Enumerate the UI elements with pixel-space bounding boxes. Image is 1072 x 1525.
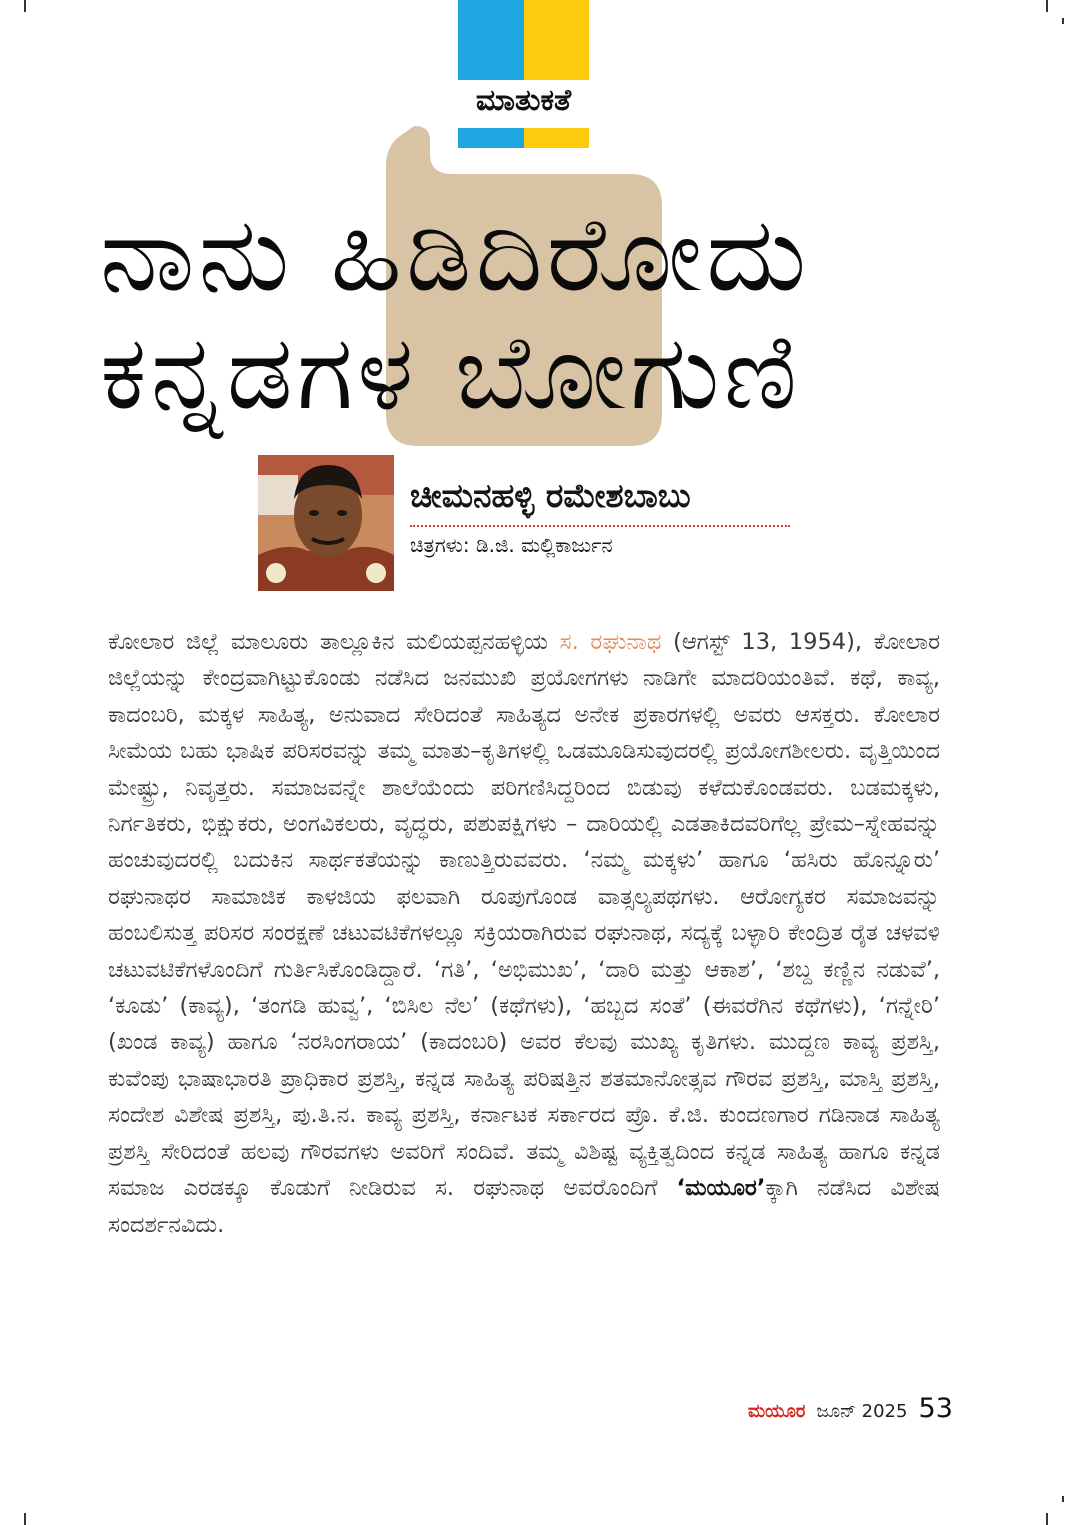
intro-text-3: ಕ್ಕಾಗಿ ನಡೆಸಿದ ವಿಶೇಷ ಸಂದರ್ಶನವಿದು. bbox=[108, 1175, 940, 1238]
crop-mark-top-left bbox=[24, 0, 26, 12]
badge-blue-block bbox=[458, 0, 524, 80]
crop-mark-right-lower bbox=[1062, 1496, 1064, 1502]
crop-mark-top-right bbox=[1046, 0, 1048, 12]
footer-brand: ಮಯೂರ bbox=[748, 1401, 806, 1422]
footer-issue: ಜೂನ್ 2025 bbox=[816, 1401, 908, 1422]
intro-paragraph bbox=[108, 624, 940, 1243]
intro-text-2: (ಆಗಸ್ಟ್ 13, 1954), ಕೋಲಾರ ಜಿಲ್ಲೆಯನ್ನು ಕೇಂದ್ರವಾಗಿಟ್ಟುಕೊಂಡು ನಡೆಸಿದ ಜನಮುಖಿ ಪ್ರಯೋಗಗಳು ನಾಡಿಗೇ ಮಾದರಿಯಂತಿವೆ. ಕಥೆ, ಕಾವ್ಯ, ಕಾದಂಬರಿ, ಮಕ್ಕಳ ಸಾಹಿತ್ಯ, ಅನುವಾದ ಸೇರಿದಂತೆ ಸಾಹಿತ್ಯದ ಅನೇಕ ಪ್ರಕಾರಗಳಲ್ಲಿ ಅವರು ಆಸಕ್ತರು. ಕೋಲಾರ ಸೀಮೆಯ ಬಹು ಭಾಷಿಕ ಪರಿಸರವನ್ನು ತಮ್ಮ ಮಾತು–ಕೃತಿಗಳಲ್ಲಿ ಒಡಮೂಡಿಸುವುದರಲ್ಲಿ ಪ್ರಯೋಗಶೀಲರು. ವೃತ್ತಿಯಿಂದ ಮೇಷ್ಟ್ರು, ನಿವೃತ್ತರು. ಸಮಾಜವನ್ನೇ ಶಾಲೆಯೆಂದು ಪರಿಗಣಿಸಿದ್ದರಿಂದ ಬಿಡುವು ಕಳೆದುಕೊಂಡವರು. ಬಡಮಕ್ಕಳು, ನಿರ್ಗತಿಕರು, ಭಿಕ್ಷುಕರು, ಅಂಗವಿಕಲರು, ವೃದ್ಧರು, ಪಶುಪಕ್ಷಿಗಳು – ದಾರಿಯಲ್ಲಿ ಎಡತಾಕಿದವರಿಗೆಲ್ಲ ಪ್ರೇಮ–ಸ್ನೇಹವನ್ನು ಹಂಚುವುದರಲ್ಲಿ ಬದುಕಿನ ಸಾರ್ಥಕತೆಯನ್ನು ಕಾಣುತ್ತಿರುವವರು. ‘ನಮ್ಮ ಮಕ್ಕಳು’ ಹಾಗೂ ‘ಹಸಿರು ಹೊನ್ನೂರು’ ರಘುನಾಥರ ಸಾಮಾಜಿಕ ಕಾಳಜಿಯ ಫಲವಾಗಿ ರೂಪುಗೊಂಡ ವಾತ್ಸಲ್ಯಪಥಗಳು. ಆರೋಗ್ಯಕರ ಸಮಾಜವನ್ನು ಹಂಬಲಿಸುತ್ತ ಪರಿಸರ ಸಂರಕ್ಷಣೆ ಚಟುವಟಿಕೆಗಳಲ್ಲೂ ಸಕ್ರಿಯರಾಗಿರುವ ರಘುನಾಥ, ಸದ್ಯಕ್ಕೆ ಬಳ್ಳಾರಿ ಕೇಂದ್ರಿತ ರೈತ ಚಳವಳಿ ಚಟುವಟಿಕೆಗಳೊಂದಿಗೆ ಗುರ್ತಿಸಿಕೊಂಡಿದ್ದಾರೆ. ‘ಗತಿ’, ‘ಅಭಿಮುಖ’, ‘ದಾರಿ ಮತ್ತು ಆಕಾಶ’, ‘ಶಬ್ದ ಕಣ್ಣಿನ ನಡುವೆ’, ‘ಕೂಡು’ (ಕಾವ್ಯ), ‘ತಂಗಡಿ ಹುವ್ವ’, ‘ಬಿಸಿಲ ನೆಲ’ (ಕಥೆಗಳು), ‘ಹಬ್ಬದ ಸಂತೆ’ (ಈವರೆಗಿನ ಕಥೆಗಳು), ‘ಗನ್ನೇರಿ’ (ಖಂಡ ಕಾವ್ಯ) ಹಾಗೂ ‘ನರಸಿಂಗರಾಯ’ (ಕಾದಂಬರಿ) ಅವರ ಕೆಲವು ಮುಖ್ಯ ಕೃತಿಗಳು. ಮುದ್ದಣ ಕಾವ್ಯ ಪ್ರಶಸ್ತಿ, ಕುವೆಂಪು ಭಾಷಾಭಾರತಿ ಪ್ರಾಧಿಕಾರ ಪ್ರಶಸ್ತಿ, ಕನ್ನಡ ಸಾಹಿತ್ಯ ಪರಿಷತ್ತಿನ ಶತಮಾನೋತ್ಸವ ಗೌರವ ಪ್ರಶಸ್ತಿ, ಮಾಸ್ತಿ ಪ್ರಶಸ್ತಿ, ಸಂದೇಶ ವಿಶೇಷ ಪ್ರಶಸ್ತಿ, ಪು.ತಿ.ನ. ಕಾವ್ಯ ಪ್ರಶಸ್ತಿ, ಕರ್ನಾಟಕ ಸರ್ಕಾರದ ಪ್ರೊ. ಕೆ.ಜಿ. ಕುಂದಣಗಾರ ಗಡಿನಾಡ ಸಾಹಿತ್ಯ ಪ್ರಶಸ್ತಿ ಸೇರಿದಂತೆ ಹಲವು ಗೌರವಗಳು ಅವರಿಗೆ ಸಂದಿವೆ. ತಮ್ಮ ವಿಶಿಷ್ಟ ವ್ಯಕ್ತಿತ್ವದಿಂದ ಕನ್ನಡ ಸಾಹಿತ್ಯ ಹಾಗೂ ಕನ್ನಡ ಸಮಾಜ ಎರಡಕ್ಕೂ ಕೊಡುಗೆ ನೀಡಿರುವ ಸ. ರಘುನಾಥ ಅವರೊಂದಿಗೆ bbox=[108, 629, 940, 1202]
headline-line-1: ನಾನು ಹಿಡಿದಿರೋದು bbox=[100, 193, 811, 315]
section-label: ಮಾತುಕತೆ bbox=[475, 83, 572, 118]
headline-line-2: ಕನ್ನಡಗಳ ಬೋಗುಣಿ bbox=[100, 311, 802, 433]
magazine-name: ‘ಮಯೂರ’ bbox=[676, 1175, 766, 1202]
author-photo bbox=[258, 455, 394, 591]
photo-credit: ಚಿತ್ರಗಳು: ಡಿ.ಜಿ. ಮಲ್ಲಿಕಾರ್ಜುನ bbox=[410, 533, 613, 557]
author-name: ಚೀಮನಹಳ್ಳಿ ರಮೇಶಬಾಬು bbox=[410, 476, 691, 515]
subject-name: ಸ. ರಘುನಾಥ bbox=[559, 629, 662, 655]
crop-mark-bottom-right bbox=[1046, 1513, 1048, 1525]
intro-text-1: ಕೋಲಾರ ಜಿಲ್ಲೆ ಮಾಲೂರು ತಾಲ್ಲೂಕಿನ ಮಲಿಯಪ್ಪನಹಳ್ಳಿಯ bbox=[108, 629, 560, 655]
byline-divider bbox=[410, 525, 790, 527]
crop-mark-right-upper bbox=[1062, 18, 1064, 24]
crop-mark-bottom-left bbox=[24, 1513, 26, 1525]
page-number: 53 bbox=[918, 1393, 953, 1424]
page-footer bbox=[748, 1393, 953, 1424]
badge-yellow-block bbox=[524, 0, 589, 80]
headline bbox=[100, 195, 980, 431]
